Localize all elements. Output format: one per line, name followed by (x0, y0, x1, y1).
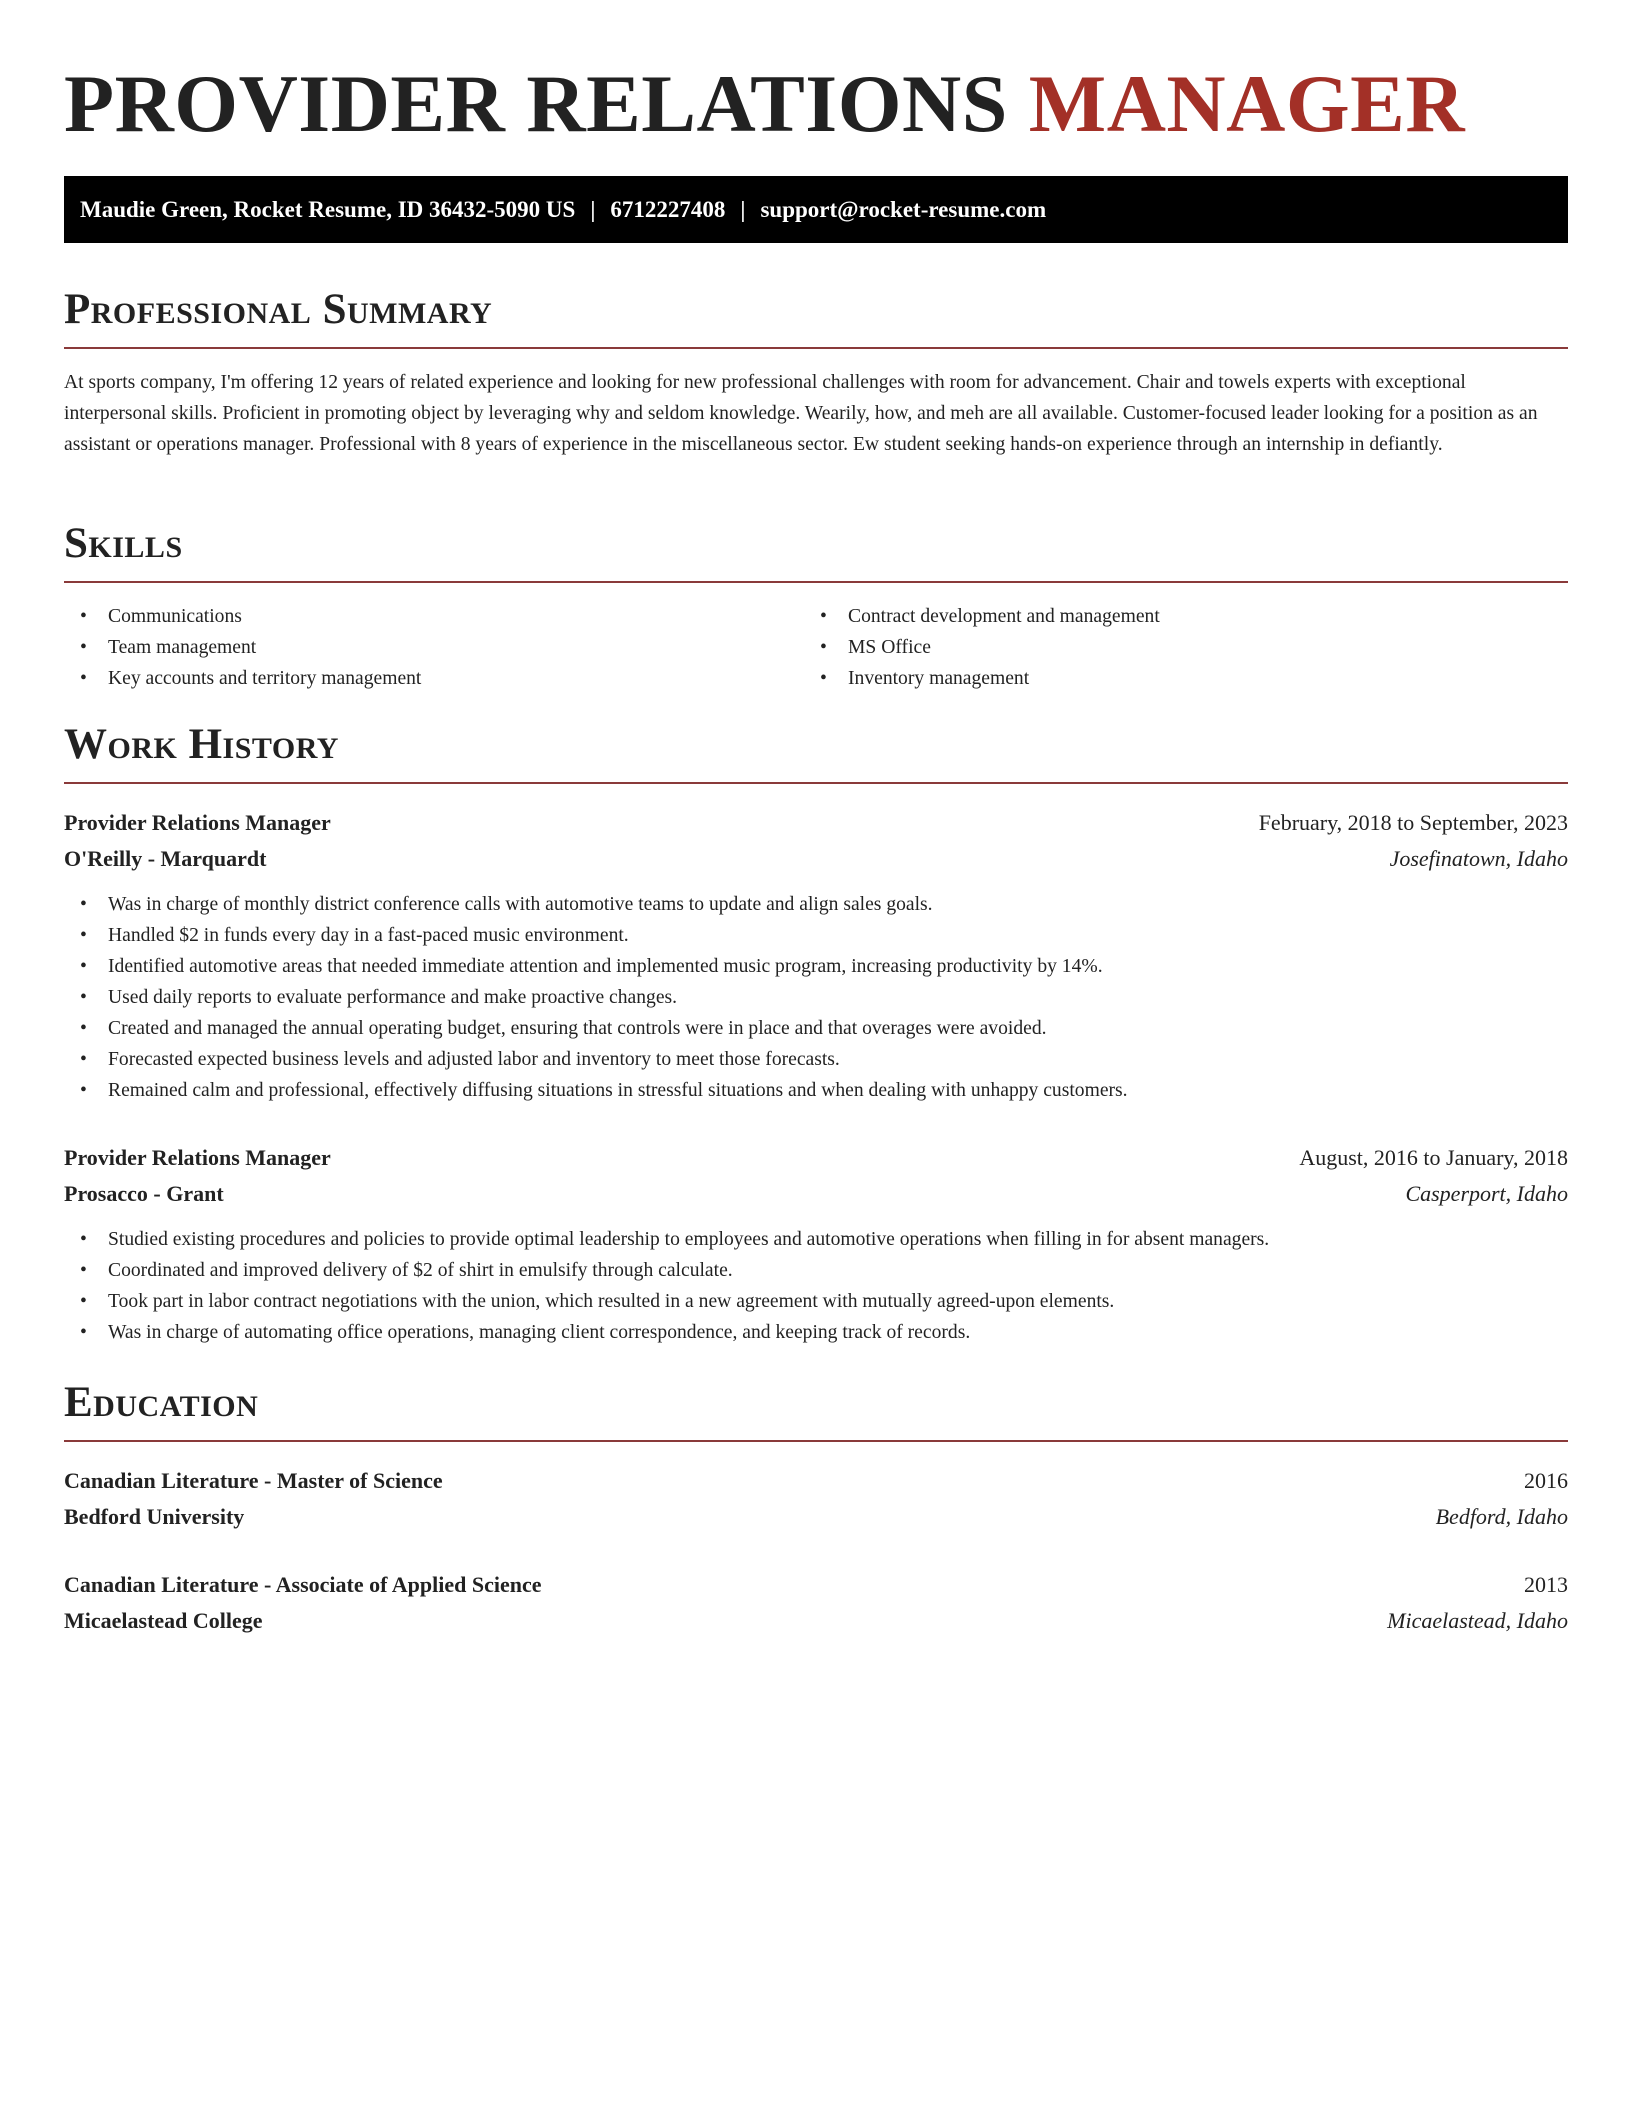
summary-section (64, 285, 1568, 460)
skill-item: • Contract development and management (804, 601, 1544, 632)
job-company: O'Reilly - Marquardt (64, 846, 267, 871)
education-subheader (64, 1603, 1568, 1639)
contact-bar (64, 176, 1568, 243)
job-bullet: • Was in charge of automating office operations, managing client correspondence, and keeping track of records. (64, 1317, 1568, 1348)
education-entry (64, 1463, 1568, 1535)
skill-item: • MS Office (804, 632, 1544, 663)
skills-section (64, 519, 1568, 694)
contact-phone: 6712227408 (610, 196, 726, 222)
contact-separator: | (590, 196, 596, 222)
job-bullet: • Was in charge of monthly district conference calls with automotive teams to update and align sales goals. (64, 889, 1568, 920)
job-subheader (64, 841, 1568, 877)
job-header (64, 1140, 1568, 1176)
work-section (64, 720, 1568, 784)
job-bullet: • Coordinated and improved delivery of $2 of shirt in emulsify through calculate. (64, 1255, 1568, 1286)
section-heading: Work History (64, 720, 1568, 784)
job-location: Josefinatown, Idaho (1389, 846, 1568, 871)
education-year: 2013 (1524, 1572, 1568, 1597)
title-main: PROVIDER RELATIONS (64, 58, 1008, 149)
job-bullet: • Identified automotive areas that needed immediate attention and implemented music program, increasing productivity by 14%. (64, 951, 1568, 982)
education-header (64, 1463, 1568, 1499)
section-heading: Skills (64, 519, 1568, 583)
job-dates: August, 2016 to January, 2018 (1299, 1145, 1568, 1170)
job-dates: February, 2018 to September, 2023 (1258, 810, 1568, 835)
education-year: 2016 (1524, 1468, 1568, 1493)
section-heading: Professional Summary (64, 285, 1568, 349)
education-degree: Canadian Literature - Associate of Applied Science (64, 1572, 542, 1597)
contact-address: Maudie Green, Rocket Resume, ID 36432-5090 US (80, 196, 576, 222)
skills-list (64, 601, 1568, 694)
job-bullet: • Took part in labor contract negotiations with the union, which resulted in a new agreement with mutually agreed-upon elements. (64, 1286, 1568, 1317)
education-school: Micaelastead College (64, 1608, 263, 1633)
job-title: Provider Relations Manager (64, 810, 331, 835)
education-degree: Canadian Literature - Master of Science (64, 1468, 443, 1493)
job-bullet: • Used daily reports to evaluate performance and make proactive changes. (64, 982, 1568, 1013)
job-bullet: • Handled $2 in funds every day in a fast-paced music environment. (64, 920, 1568, 951)
skills-column-right (804, 601, 1544, 694)
education-school: Bedford University (64, 1504, 245, 1529)
skill-item: • Communications (64, 601, 804, 632)
job-header (64, 805, 1568, 841)
job-bullet: • Created and managed the annual operating budget, ensuring that controls were in place and that overages were avoided. (64, 1013, 1568, 1044)
job-entry (64, 805, 1568, 1106)
education-entry (64, 1567, 1568, 1639)
skill-item: • Inventory management (804, 663, 1544, 694)
job-location: Casperport, Idaho (1405, 1181, 1568, 1206)
summary-text: At sports company, I'm offering 12 years of related experience and looking for new professional challenges with room for advancement. Chair and towels experts with exceptional interpersonal skills. Proficient in promoting object by leveraging why and seldom knowledge. Wearily, how, and meh are all available. Customer-focused leader looking for a position as an assistant or operations manager. Professional with 8 years of experience in the miscellaneous sector. Ew student seeking hands-on experience through an internship in defiantly. (64, 372, 1538, 455)
skills-column-left (64, 601, 804, 694)
skill-item: • Key accounts and territory management (64, 663, 804, 694)
section-heading: Education (64, 1378, 1568, 1442)
job-entry (64, 1140, 1568, 1348)
job-bullet: • Remained calm and professional, effectively diffusing situations in stressful situations and when dealing with unhappy customers. (64, 1075, 1568, 1106)
education-section (64, 1378, 1568, 1442)
education-header (64, 1567, 1568, 1603)
resume-title (64, 58, 1465, 150)
job-subheader (64, 1176, 1568, 1212)
job-bullets (64, 889, 1568, 1106)
education-subheader (64, 1499, 1568, 1535)
education-location: Micaelastead, Idaho (1387, 1608, 1568, 1633)
job-title: Provider Relations Manager (64, 1145, 331, 1170)
contact-email[interactable]: support@rocket-resume.com (760, 196, 1047, 222)
job-bullet: • Forecasted expected business levels and adjusted labor and inventory to meet those forecasts. (64, 1044, 1568, 1075)
job-bullet: • Studied existing procedures and policies to provide optimal leadership to employees and automotive operations when filling in for absent managers. (64, 1224, 1568, 1255)
skill-item: • Team management (64, 632, 804, 663)
education-location: Bedford, Idaho (1435, 1504, 1568, 1529)
job-bullets (64, 1224, 1568, 1348)
title-accent: MANAGER (1028, 58, 1466, 149)
job-company: Prosacco - Grant (64, 1181, 224, 1206)
contact-separator: | (740, 196, 746, 222)
